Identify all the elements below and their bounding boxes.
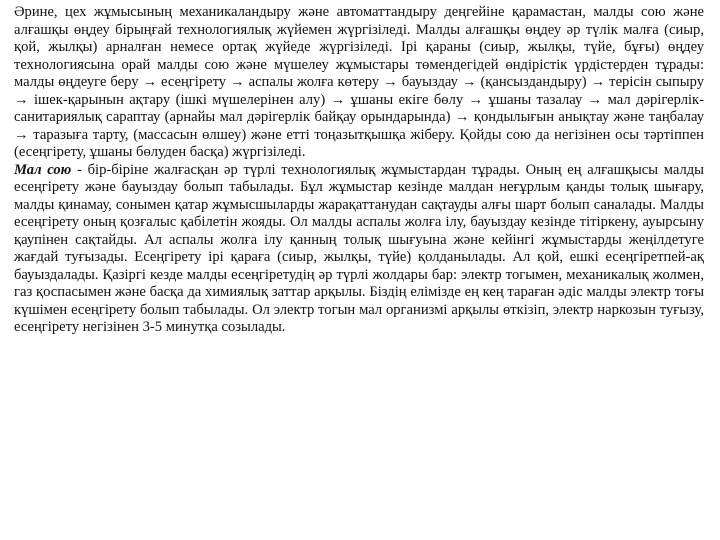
paragraph-slaughter	[14, 162, 704, 337]
document-body	[14, 4, 704, 337]
term-mal-soyu: Мал сою	[14, 161, 72, 178]
paragraph-processing-technology: Әрине, цех жұмысының механикаландыру және автоматтандыру деңгейіне қарамастан, малды сою және алғашқы өңдеу бірыңғай технологиялық жүйемен жүргізіледі. Малды алғашқы өңдеу әр түлік малға (сиыр, қой, жылқы) арналған немесе ортақ жүйеде жүргізіледі. Ірі қараны (сиыр, жылқы, түйе, бұғы) өңдеу технологиясына орай малды сою және мүшелеу жұмыстары төмендегідей өндірістік үрдістерден тұрады: малды өңдеуге беру → есеңгірету → аспалы жолға көтеру → бауыздау → (қансыздандыру) → терісін сыпыру → ішек-қарынын ақтару (ішкі мүшелерінен алу) → ұшаны екіге бөлу → ұшаны тазалау → мал дәрігерлік-санитариялық сараптау (арнайы мал дәрігерлік байқау орындарында) → қондылығын анықтау және таңбалау → таразыға тарту, (массасын өлшеу) және етті тоңазытқышқа жіберу. Қойды сою да негізінен осы тәртіппен (есеңгірету, ұшаны бөлуден басқа) жүргізіледі.	[14, 4, 704, 160]
paragraph-slaughter-text: - бір-біріне жалғасқан әр түрлі технологиялық жұмыстардан тұрады. Оның ең алғашқысы малды есеңгірету және бауыздау болып табылады. Бұл жұмыстар кезінде малдан неғұрлым қанды толық шығару, малды қинамау, сонымен қатар жұмысшыларды жарақаттанудан сақтауды алғы шарт болып саналады. Малды есеңгірету оның қозғалыс қабілетін жояды. Ол малды аспалы жолға ілу, бауыздау кезінде тітіркену, ауырсыну қаупінен сақтайды. Ал аспалы жолға ілу қанның толық шығуына және кейінгі жұмыстарды жеңілдетуге жағдай туғызады. Есеңгірету ірі қараға (сиыр, жылқы, түйе) қолданылады. Ал қой, ешкі есеңгіретпей-ақ бауыздалады. Қазіргі кезде малды есеңгіретудің әр түрлі жолдары бар: электр тогымен, механикалық жолмен, газ қоспасымен және басқа да химиялық заттар арқылы. Біздің елімізде ең кең тараған әдіс малды электр тоғы күшімен есеңгірету болып табылады. Ол электр тогын мал организмі арқылы өткізіп, электр наркозын туғызу, есеңгірету негізінен 3-5 минутқа созылады.	[14, 161, 704, 335]
